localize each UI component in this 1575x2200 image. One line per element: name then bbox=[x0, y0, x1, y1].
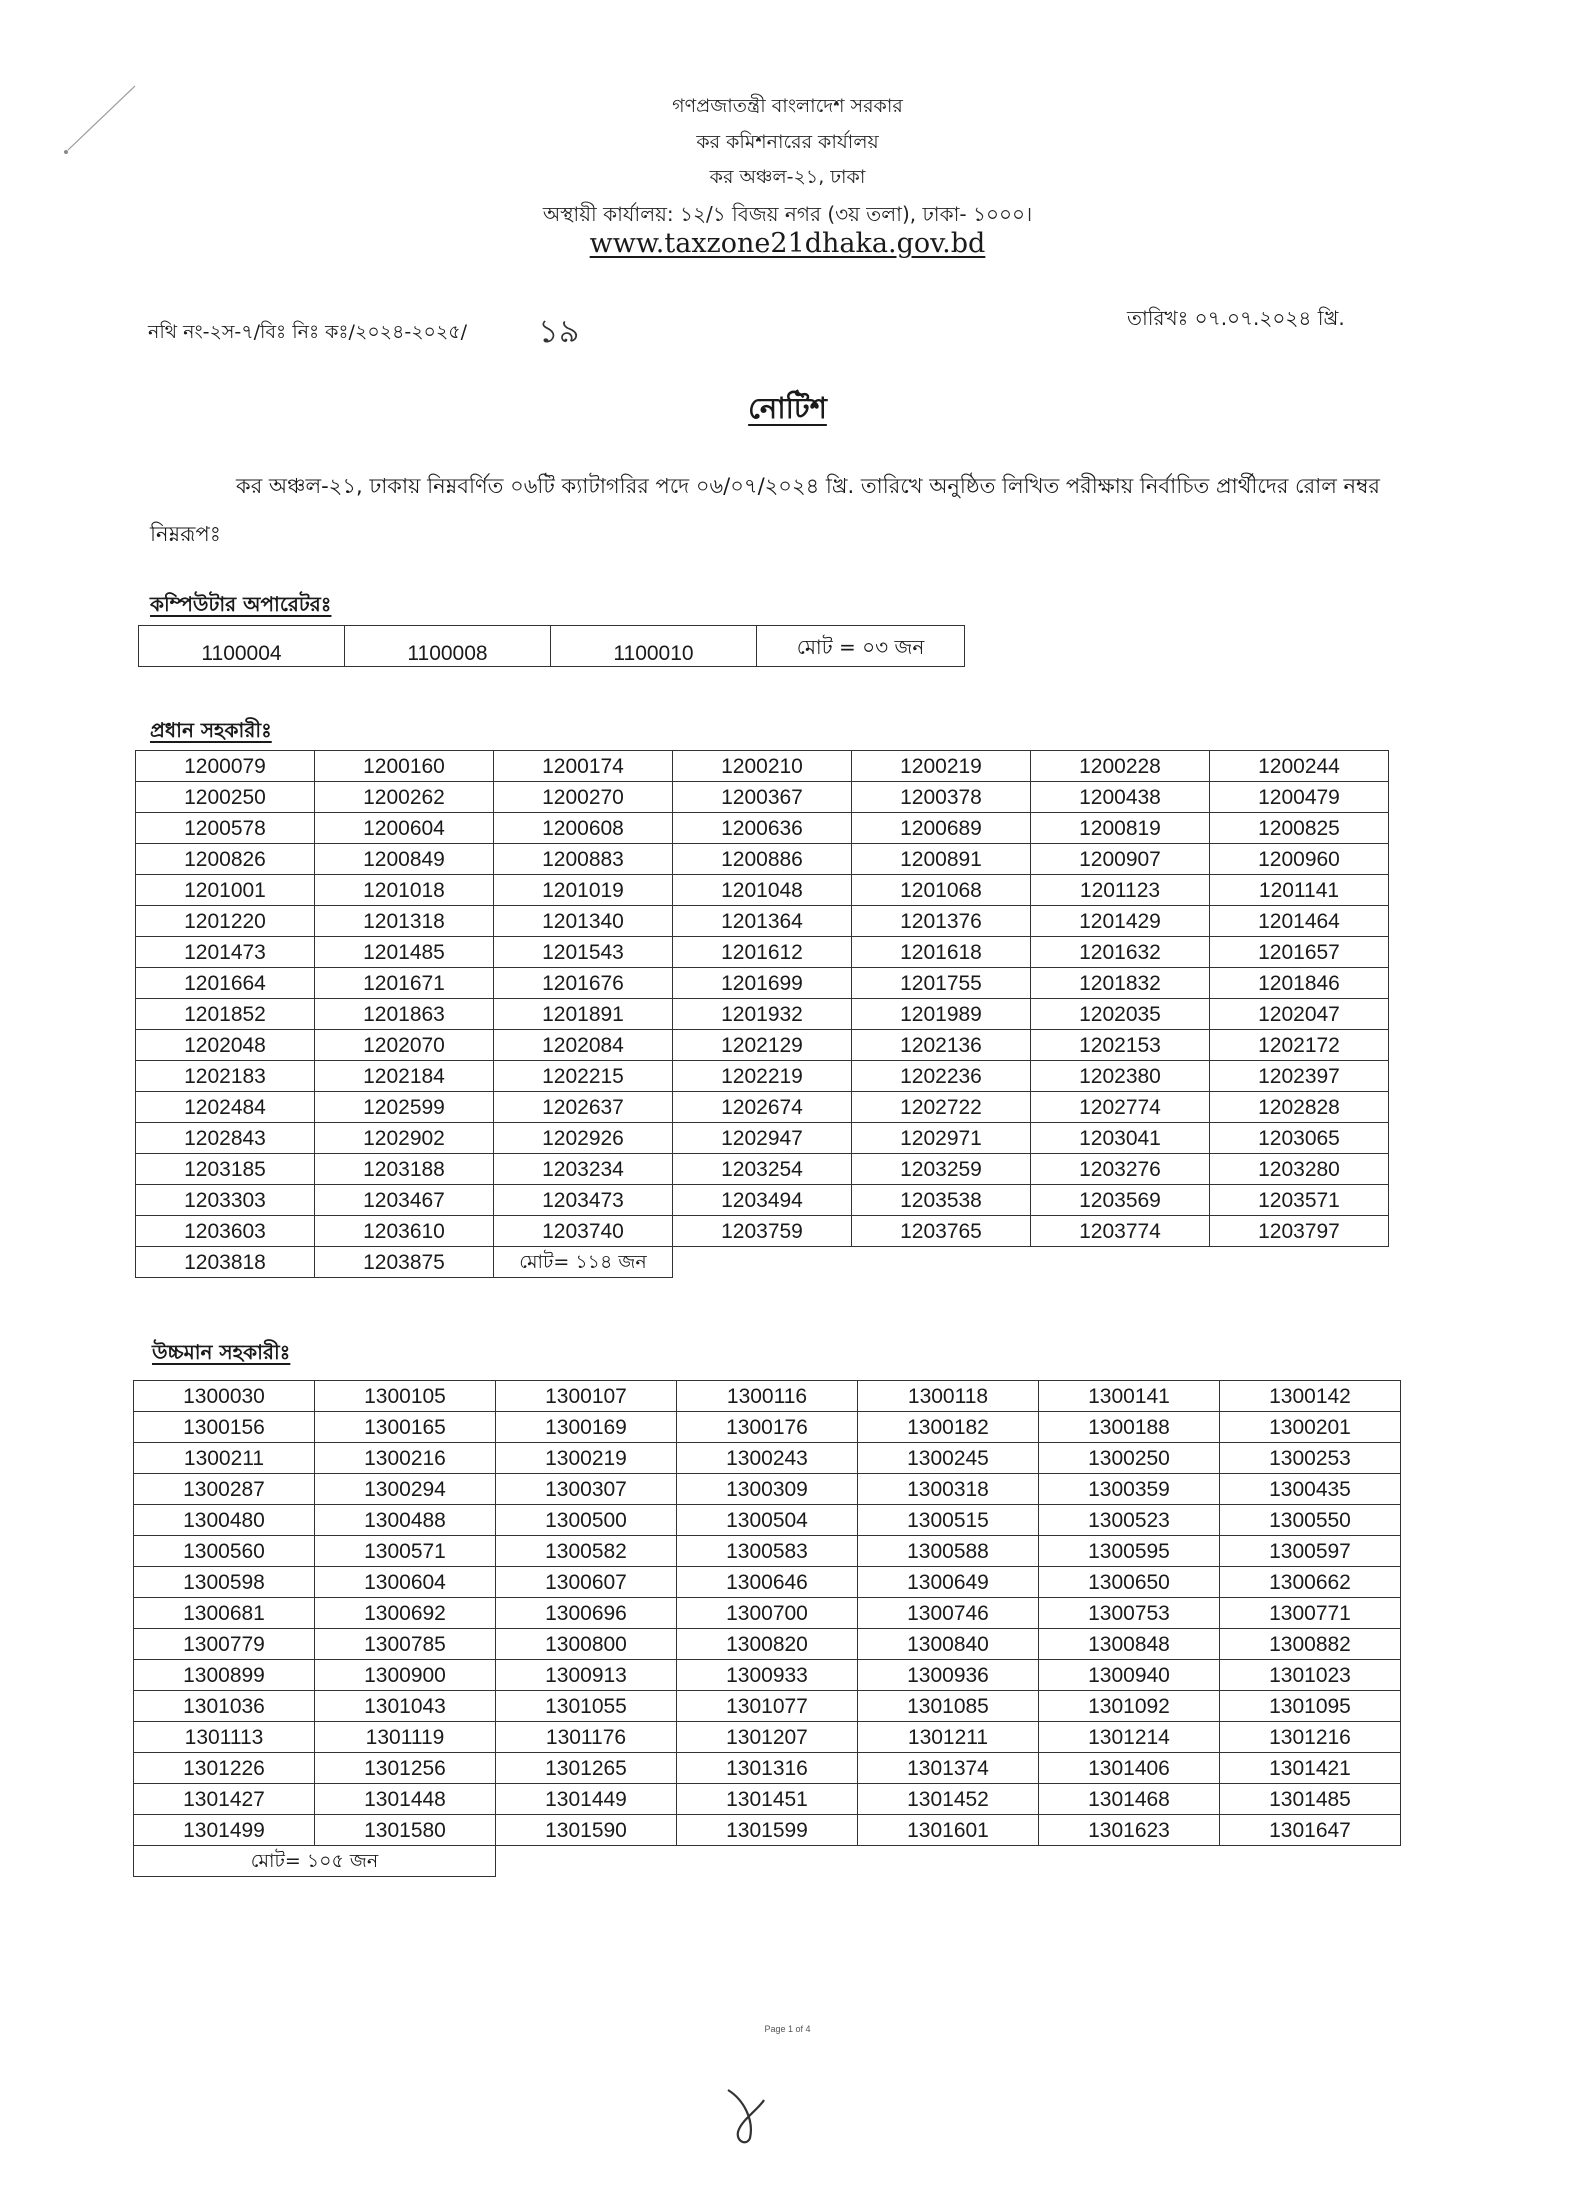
roll-cell: 1300649 bbox=[858, 1567, 1039, 1598]
roll-cell: 1201676 bbox=[494, 968, 673, 999]
roll-cell: 1201932 bbox=[673, 999, 852, 1030]
roll-cell: 1203571 bbox=[1210, 1185, 1389, 1216]
roll-cell: 1201048 bbox=[673, 875, 852, 906]
roll-cell: 1200210 bbox=[673, 751, 852, 782]
roll-cell: 1200219 bbox=[852, 751, 1031, 782]
roll-cell: 1100008 bbox=[345, 626, 551, 667]
roll-cell: 1300250 bbox=[1039, 1443, 1220, 1474]
roll-cell: 1200270 bbox=[494, 782, 673, 813]
roll-cell: 1300359 bbox=[1039, 1474, 1220, 1505]
roll-cell: 1202153 bbox=[1031, 1030, 1210, 1061]
roll-cell: 1200228 bbox=[1031, 751, 1210, 782]
roll-cell: 1301095 bbox=[1220, 1691, 1401, 1722]
roll-cell: 1300435 bbox=[1220, 1474, 1401, 1505]
table-row bbox=[136, 1123, 1389, 1154]
roll-cell: 1301449 bbox=[496, 1784, 677, 1815]
roll-cell: 1300899 bbox=[134, 1660, 315, 1691]
roll-cell: 1203818 bbox=[136, 1247, 315, 1278]
roll-cell: 1203041 bbox=[1031, 1123, 1210, 1154]
roll-cell: 1200367 bbox=[673, 782, 852, 813]
roll-cell: 1202136 bbox=[852, 1030, 1031, 1061]
roll-cell: 1202047 bbox=[1210, 999, 1389, 1030]
roll-cell: 1202172 bbox=[1210, 1030, 1389, 1061]
roll-cell: 1300116 bbox=[677, 1381, 858, 1412]
roll-cell: 1201989 bbox=[852, 999, 1031, 1030]
total-cell: মোট= ১০৫ জন bbox=[134, 1846, 496, 1877]
roll-cell: 1301468 bbox=[1039, 1784, 1220, 1815]
roll-cell: 1300848 bbox=[1039, 1629, 1220, 1660]
roll-cell: 1200244 bbox=[1210, 751, 1389, 782]
roll-cell: 1202828 bbox=[1210, 1092, 1389, 1123]
roll-cell: 1301043 bbox=[315, 1691, 496, 1722]
roll-cell: 1200891 bbox=[852, 844, 1031, 875]
roll-cell: 1200160 bbox=[315, 751, 494, 782]
roll-cell: 1202035 bbox=[1031, 999, 1210, 1030]
table-row bbox=[139, 626, 965, 667]
roll-cell: 1300800 bbox=[496, 1629, 677, 1660]
roll-cell: 1300500 bbox=[496, 1505, 677, 1536]
roll-cell: 1300515 bbox=[858, 1505, 1039, 1536]
roll-cell: 1202674 bbox=[673, 1092, 852, 1123]
roll-cell: 1200886 bbox=[673, 844, 852, 875]
roll-cell: 1201618 bbox=[852, 937, 1031, 968]
roll-cell: 1203740 bbox=[494, 1216, 673, 1247]
roll-cell: 1300318 bbox=[858, 1474, 1039, 1505]
roll-cell: 1202236 bbox=[852, 1061, 1031, 1092]
roll-cell: 1200079 bbox=[136, 751, 315, 782]
table-row bbox=[136, 999, 1389, 1030]
roll-cell: 1301119 bbox=[315, 1722, 496, 1753]
roll-cell: 1301207 bbox=[677, 1722, 858, 1753]
roll-cell: 1201755 bbox=[852, 968, 1031, 999]
table-row bbox=[134, 1381, 1401, 1412]
table-row bbox=[136, 906, 1389, 937]
roll-cell: 1301485 bbox=[1220, 1784, 1401, 1815]
roll-cell: 1300245 bbox=[858, 1443, 1039, 1474]
roll-cell: 1203467 bbox=[315, 1185, 494, 1216]
roll-cell: 1300582 bbox=[496, 1536, 677, 1567]
roll-cell: 1300646 bbox=[677, 1567, 858, 1598]
table-row bbox=[134, 1443, 1401, 1474]
roll-cell: 1300583 bbox=[677, 1536, 858, 1567]
roll-cell: 1203494 bbox=[673, 1185, 852, 1216]
roll-cell: 1300287 bbox=[134, 1474, 315, 1505]
roll-cell: 1202129 bbox=[673, 1030, 852, 1061]
roll-cell: 1202971 bbox=[852, 1123, 1031, 1154]
roll-cell: 1301092 bbox=[1039, 1691, 1220, 1722]
roll-cell: 1300595 bbox=[1039, 1536, 1220, 1567]
table-row bbox=[136, 1092, 1389, 1123]
roll-cell: 1300560 bbox=[134, 1536, 315, 1567]
roll-cell: 1200438 bbox=[1031, 782, 1210, 813]
table-row bbox=[134, 1536, 1401, 1567]
roll-cell: 1300176 bbox=[677, 1412, 858, 1443]
roll-cell: 1202637 bbox=[494, 1092, 673, 1123]
roll-cell: 1200689 bbox=[852, 813, 1031, 844]
roll-cell: 1300188 bbox=[1039, 1412, 1220, 1443]
roll-cell: 1202084 bbox=[494, 1030, 673, 1061]
roll-cell: 1201543 bbox=[494, 937, 673, 968]
roll-cell: 1203875 bbox=[315, 1247, 494, 1278]
roll-cell: 1203259 bbox=[852, 1154, 1031, 1185]
header-office: কর কমিশনারের কার্যালয় bbox=[696, 131, 879, 153]
roll-cell: 1301499 bbox=[134, 1815, 315, 1846]
table-row bbox=[134, 1660, 1401, 1691]
roll-cell: 1300307 bbox=[496, 1474, 677, 1505]
roll-cell: 1300182 bbox=[858, 1412, 1039, 1443]
roll-cell: 1201891 bbox=[494, 999, 673, 1030]
roll-cell: 1301077 bbox=[677, 1691, 858, 1722]
roll-cell: 1300933 bbox=[677, 1660, 858, 1691]
principal-assistant-title: প্রধান সহকারীঃ bbox=[150, 718, 272, 742]
roll-cell: 1201018 bbox=[315, 875, 494, 906]
upper-assistant-title: উচ্চমান সহকারীঃ bbox=[152, 1340, 291, 1364]
total-cell: মোট= ১১৪ জন bbox=[494, 1247, 673, 1278]
table-row bbox=[136, 1154, 1389, 1185]
table-row bbox=[134, 1474, 1401, 1505]
table-row bbox=[134, 1815, 1401, 1846]
table-row bbox=[136, 844, 1389, 875]
roll-cell: 1301226 bbox=[134, 1753, 315, 1784]
roll-cell: 1203774 bbox=[1031, 1216, 1210, 1247]
memo-number: নথি নং-২স-৭/বিঃ নিঃ কঃ/২০২৪-২০২৫/ bbox=[148, 321, 467, 343]
header-government: গণপ্রজাতন্ত্রী বাংলাদেশ সরকার bbox=[672, 95, 903, 117]
roll-cell: 1201068 bbox=[852, 875, 1031, 906]
roll-cell: 1202843 bbox=[136, 1123, 315, 1154]
roll-cell: 1100010 bbox=[551, 626, 757, 667]
roll-cell: 1301055 bbox=[496, 1691, 677, 1722]
roll-cell: 1201464 bbox=[1210, 906, 1389, 937]
roll-cell: 1301265 bbox=[496, 1753, 677, 1784]
roll-cell: 1301451 bbox=[677, 1784, 858, 1815]
page-number: Page 1 of 4 bbox=[764, 2024, 811, 2034]
principal-assistant-table bbox=[135, 750, 1389, 1278]
roll-cell: 1202902 bbox=[315, 1123, 494, 1154]
roll-cell: 1300169 bbox=[496, 1412, 677, 1443]
roll-cell: 1201123 bbox=[1031, 875, 1210, 906]
roll-cell: 1301256 bbox=[315, 1753, 496, 1784]
roll-cell: 1300785 bbox=[315, 1629, 496, 1660]
table-row bbox=[134, 1567, 1401, 1598]
table-row bbox=[136, 937, 1389, 968]
table-row bbox=[134, 1598, 1401, 1629]
table-row bbox=[136, 1030, 1389, 1061]
table-row bbox=[134, 1629, 1401, 1660]
roll-cell: 1300219 bbox=[496, 1443, 677, 1474]
roll-cell: 1300118 bbox=[858, 1381, 1039, 1412]
header-zone: কর অঞ্চল-২১, ঢাকা bbox=[709, 166, 866, 188]
roll-cell: 1201019 bbox=[494, 875, 673, 906]
roll-cell: 1300550 bbox=[1220, 1505, 1401, 1536]
roll-cell: 1300840 bbox=[858, 1629, 1039, 1660]
roll-cell: 1300504 bbox=[677, 1505, 858, 1536]
roll-cell: 1203538 bbox=[852, 1185, 1031, 1216]
roll-cell: 1300662 bbox=[1220, 1567, 1401, 1598]
table-row bbox=[134, 1722, 1401, 1753]
roll-cell: 1300294 bbox=[315, 1474, 496, 1505]
roll-cell: 1201657 bbox=[1210, 937, 1389, 968]
table-row bbox=[134, 1691, 1401, 1722]
roll-cell: 1200636 bbox=[673, 813, 852, 844]
roll-cell: 1300488 bbox=[315, 1505, 496, 1536]
roll-cell: 1201364 bbox=[673, 906, 852, 937]
roll-cell: 1201863 bbox=[315, 999, 494, 1030]
roll-cell: 1300105 bbox=[315, 1381, 496, 1412]
roll-cell: 1301176 bbox=[496, 1722, 677, 1753]
roll-cell: 1301406 bbox=[1039, 1753, 1220, 1784]
notice-title: নোটিশ bbox=[748, 391, 827, 425]
roll-cell: 1203254 bbox=[673, 1154, 852, 1185]
roll-cell: 1202484 bbox=[136, 1092, 315, 1123]
roll-cell: 1200479 bbox=[1210, 782, 1389, 813]
roll-cell: 1301580 bbox=[315, 1815, 496, 1846]
roll-cell: 1202926 bbox=[494, 1123, 673, 1154]
roll-cell: 1300141 bbox=[1039, 1381, 1220, 1412]
table-row bbox=[136, 782, 1389, 813]
roll-cell: 1300820 bbox=[677, 1629, 858, 1660]
roll-cell: 1201664 bbox=[136, 968, 315, 999]
roll-cell: 1301427 bbox=[134, 1784, 315, 1815]
roll-cell: 1301023 bbox=[1220, 1660, 1401, 1691]
roll-cell: 1200883 bbox=[494, 844, 673, 875]
roll-cell: 1300771 bbox=[1220, 1598, 1401, 1629]
total-cell: মোট = ০৩ জন bbox=[757, 626, 965, 667]
roll-cell: 1300211 bbox=[134, 1443, 315, 1474]
roll-cell: 1300201 bbox=[1220, 1412, 1401, 1443]
roll-cell: 1300571 bbox=[315, 1536, 496, 1567]
roll-cell: 1202215 bbox=[494, 1061, 673, 1092]
roll-cell: 1203065 bbox=[1210, 1123, 1389, 1154]
computer-operator-title: কম্পিউটার অপারেটরঃ bbox=[150, 592, 332, 616]
roll-cell: 1300107 bbox=[496, 1381, 677, 1412]
roll-cell: 1300746 bbox=[858, 1598, 1039, 1629]
roll-cell: 1300598 bbox=[134, 1567, 315, 1598]
roll-cell: 1300309 bbox=[677, 1474, 858, 1505]
roll-cell: 1202774 bbox=[1031, 1092, 1210, 1123]
roll-cell: 1202184 bbox=[315, 1061, 494, 1092]
roll-cell: 1200604 bbox=[315, 813, 494, 844]
roll-cell: 1201832 bbox=[1031, 968, 1210, 999]
roll-cell: 1300243 bbox=[677, 1443, 858, 1474]
table-row bbox=[136, 1216, 1389, 1247]
roll-cell: 1203759 bbox=[673, 1216, 852, 1247]
notice-body: কর অঞ্চল-২১, ঢাকায় নিম্নবর্ণিত ০৬টি ক্যাটাগরির পদে ০৬/০৭/২০২৪ খ্রি. তারিখে অনুষ্ঠিত লিখিত পরীক্ষায় নির্বাচিত প্রার্থীদের রোল নম্বর নিম্নরূপঃ bbox=[150, 474, 1380, 546]
table-row bbox=[136, 1061, 1389, 1092]
roll-cell: 1200174 bbox=[494, 751, 673, 782]
roll-cell: 1300936 bbox=[858, 1660, 1039, 1691]
roll-cell: 1301448 bbox=[315, 1784, 496, 1815]
roll-cell: 1203765 bbox=[852, 1216, 1031, 1247]
roll-cell: 1203276 bbox=[1031, 1154, 1210, 1185]
roll-cell: 1203569 bbox=[1031, 1185, 1210, 1216]
table-row bbox=[134, 1505, 1401, 1536]
roll-cell: 1203303 bbox=[136, 1185, 315, 1216]
table-row bbox=[134, 1753, 1401, 1784]
roll-cell: 1202722 bbox=[852, 1092, 1031, 1123]
roll-cell: 1201001 bbox=[136, 875, 315, 906]
roll-cell: 1203185 bbox=[136, 1154, 315, 1185]
upper-assistant-table bbox=[133, 1380, 1401, 1877]
roll-cell: 1301647 bbox=[1220, 1815, 1401, 1846]
roll-cell: 1203234 bbox=[494, 1154, 673, 1185]
roll-cell: 1300913 bbox=[496, 1660, 677, 1691]
roll-cell: 1300165 bbox=[315, 1412, 496, 1443]
roll-cell: 1300779 bbox=[134, 1629, 315, 1660]
roll-cell: 1202947 bbox=[673, 1123, 852, 1154]
roll-cell: 1301590 bbox=[496, 1815, 677, 1846]
memo-handwritten-suffix: ১৯ bbox=[538, 312, 580, 350]
roll-cell: 1301421 bbox=[1220, 1753, 1401, 1784]
roll-cell: 1201699 bbox=[673, 968, 852, 999]
table-row bbox=[136, 1247, 1389, 1278]
roll-cell: 1301601 bbox=[858, 1815, 1039, 1846]
roll-cell: 1301623 bbox=[1039, 1815, 1220, 1846]
roll-cell: 1200907 bbox=[1031, 844, 1210, 875]
roll-cell: 1300700 bbox=[677, 1598, 858, 1629]
roll-cell: 1300216 bbox=[315, 1443, 496, 1474]
roll-cell: 1202397 bbox=[1210, 1061, 1389, 1092]
table-row bbox=[136, 813, 1389, 844]
roll-cell: 1300597 bbox=[1220, 1536, 1401, 1567]
roll-cell: 1202219 bbox=[673, 1061, 852, 1092]
roll-cell: 1301214 bbox=[1039, 1722, 1220, 1753]
roll-cell: 1201852 bbox=[136, 999, 315, 1030]
roll-cell: 1300696 bbox=[496, 1598, 677, 1629]
table-row bbox=[136, 751, 1389, 782]
roll-cell: 1200826 bbox=[136, 844, 315, 875]
roll-cell: 1300753 bbox=[1039, 1598, 1220, 1629]
roll-cell: 1100004 bbox=[139, 626, 345, 667]
roll-cell: 1300607 bbox=[496, 1567, 677, 1598]
roll-cell: 1202183 bbox=[136, 1061, 315, 1092]
roll-cell: 1301211 bbox=[858, 1722, 1039, 1753]
roll-cell: 1301036 bbox=[134, 1691, 315, 1722]
roll-cell: 1200960 bbox=[1210, 844, 1389, 875]
table-row bbox=[136, 875, 1389, 906]
roll-cell: 1201612 bbox=[673, 937, 852, 968]
roll-cell: 1201141 bbox=[1210, 875, 1389, 906]
roll-cell: 1201632 bbox=[1031, 937, 1210, 968]
header-address: অস্থায়ী কার্যালয়: ১২/১ বিজয় নগর (৩য় তলা), ঢাকা- ১০০০। bbox=[542, 202, 1033, 226]
computer-operator-table bbox=[138, 625, 965, 667]
roll-cell: 1202070 bbox=[315, 1030, 494, 1061]
roll-cell: 1203473 bbox=[494, 1185, 673, 1216]
roll-cell: 1301374 bbox=[858, 1753, 1039, 1784]
roll-cell: 1201485 bbox=[315, 937, 494, 968]
roll-cell: 1202048 bbox=[136, 1030, 315, 1061]
roll-cell: 1203280 bbox=[1210, 1154, 1389, 1185]
roll-cell: 1200262 bbox=[315, 782, 494, 813]
roll-cell: 1301113 bbox=[134, 1722, 315, 1753]
roll-cell: 1203797 bbox=[1210, 1216, 1389, 1247]
roll-cell: 1203603 bbox=[136, 1216, 315, 1247]
roll-cell: 1200378 bbox=[852, 782, 1031, 813]
roll-cell: 1301599 bbox=[677, 1815, 858, 1846]
roll-cell: 1200250 bbox=[136, 782, 315, 813]
roll-cell: 1203610 bbox=[315, 1216, 494, 1247]
roll-cell: 1300480 bbox=[134, 1505, 315, 1536]
roll-cell: 1300650 bbox=[1039, 1567, 1220, 1598]
table-row bbox=[134, 1846, 1401, 1877]
roll-cell: 1300142 bbox=[1220, 1381, 1401, 1412]
roll-cell: 1200825 bbox=[1210, 813, 1389, 844]
roll-cell: 1300681 bbox=[134, 1598, 315, 1629]
roll-cell: 1301216 bbox=[1220, 1722, 1401, 1753]
roll-cell: 1200819 bbox=[1031, 813, 1210, 844]
roll-cell: 1203188 bbox=[315, 1154, 494, 1185]
roll-cell: 1300882 bbox=[1220, 1629, 1401, 1660]
roll-cell: 1202599 bbox=[315, 1092, 494, 1123]
roll-cell: 1201376 bbox=[852, 906, 1031, 937]
roll-cell: 1300588 bbox=[858, 1536, 1039, 1567]
memo-date: তারিখঃ ০৭.০৭.২০২৪ খ্রি. bbox=[1127, 306, 1345, 330]
handwritten-initial bbox=[714, 2080, 774, 2150]
roll-cell: 1200849 bbox=[315, 844, 494, 875]
roll-cell: 1301316 bbox=[677, 1753, 858, 1784]
roll-cell: 1201846 bbox=[1210, 968, 1389, 999]
roll-cell: 1201340 bbox=[494, 906, 673, 937]
roll-cell: 1300692 bbox=[315, 1598, 496, 1629]
roll-cell: 1301085 bbox=[858, 1691, 1039, 1722]
roll-cell: 1300156 bbox=[134, 1412, 315, 1443]
table-row bbox=[136, 968, 1389, 999]
roll-cell: 1202380 bbox=[1031, 1061, 1210, 1092]
roll-cell: 1201220 bbox=[136, 906, 315, 937]
roll-cell: 1300253 bbox=[1220, 1443, 1401, 1474]
roll-cell: 1201318 bbox=[315, 906, 494, 937]
roll-cell: 1300523 bbox=[1039, 1505, 1220, 1536]
roll-cell: 1301452 bbox=[858, 1784, 1039, 1815]
table-row bbox=[134, 1784, 1401, 1815]
table-row bbox=[136, 1185, 1389, 1216]
roll-cell: 1200608 bbox=[494, 813, 673, 844]
roll-cell: 1201671 bbox=[315, 968, 494, 999]
roll-cell: 1201473 bbox=[136, 937, 315, 968]
roll-cell: 1300940 bbox=[1039, 1660, 1220, 1691]
website-link[interactable]: www.taxzone21dhaka.gov.bd bbox=[589, 228, 986, 259]
table-row bbox=[134, 1412, 1401, 1443]
roll-cell: 1300900 bbox=[315, 1660, 496, 1691]
roll-cell: 1201429 bbox=[1031, 906, 1210, 937]
roll-cell: 1200578 bbox=[136, 813, 315, 844]
roll-cell: 1300604 bbox=[315, 1567, 496, 1598]
roll-cell: 1300030 bbox=[134, 1381, 315, 1412]
